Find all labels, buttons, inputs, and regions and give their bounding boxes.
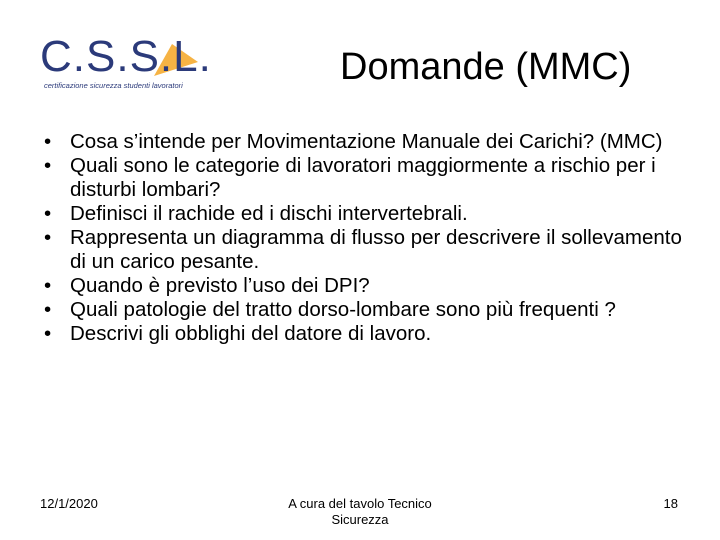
question-list (40, 130, 690, 346)
page-number: 18 (663, 496, 678, 511)
list-item: • Cosa s’intende per Movimentazione Manuale dei Carichi? (MMC) (40, 130, 690, 154)
logo-text: C.S.S.L. (40, 32, 212, 81)
list-item: • Definisci il rachide ed i dischi intervertebrali. (40, 202, 690, 226)
list-item: • Descrivi gli obblighi del datore di lavoro. (40, 322, 690, 346)
footer-center-text: A cura del tavolo Tecnico Sicurezza (288, 496, 432, 527)
logo-subtitle: certificazione sicurezza studenti lavoratori (44, 81, 183, 90)
list-item: • Rappresenta un diagramma di flusso per descrivere il sollevamento di un carico pesante. (40, 226, 690, 274)
list-item: • Quando è previsto l’uso dei DPI? (40, 274, 690, 298)
list-item: • Quali sono le categorie di lavoratori maggiormente a rischio per i disturbi lombari? (40, 154, 690, 202)
list-item: • Quali patologie del tratto dorso-lombare sono più frequenti ? (40, 298, 690, 322)
slide-title: Domande (MMC) (340, 46, 632, 88)
footer-date: 12/1/2020 (40, 496, 98, 511)
cssl-logo (40, 32, 212, 94)
